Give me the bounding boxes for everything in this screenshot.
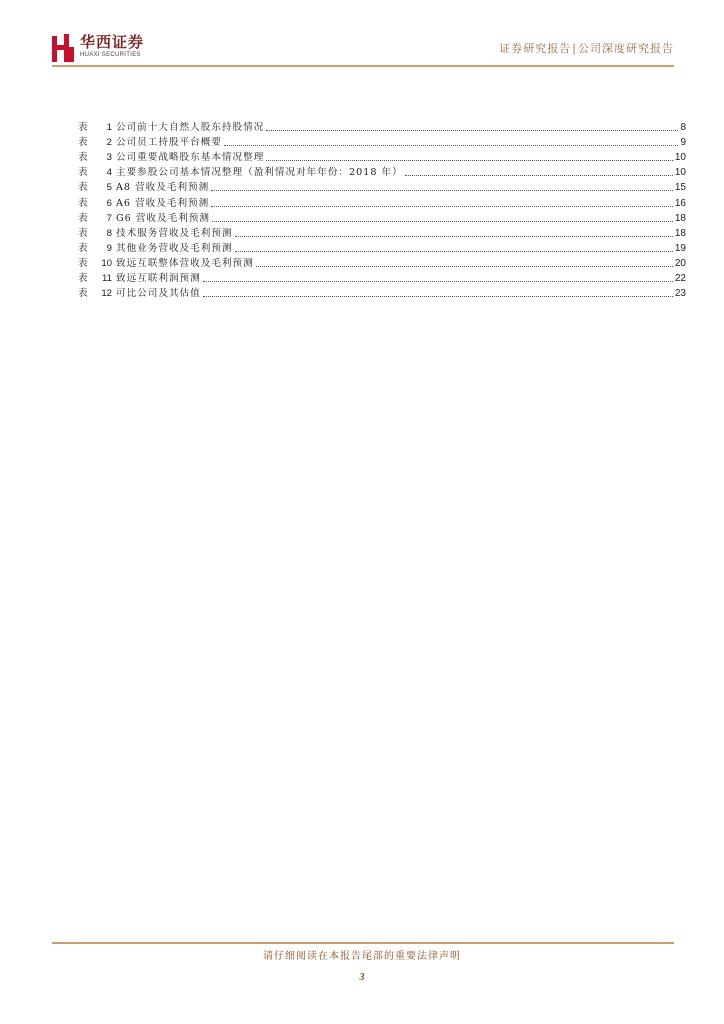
toc-entry-title: 技术服务营收及毛利预测 [116,227,233,239]
page-number: 3 [359,972,365,983]
toc-dot-leader [266,160,673,161]
toc-dot-leader [224,145,679,146]
toc-entry-prefix: 表 [78,227,88,239]
toc-entry-label [78,256,116,271]
toc-entry-prefix: 表 [78,273,88,285]
toc-entry[interactable] [78,226,686,241]
toc-entry[interactable] [78,135,686,150]
toc-entry-label [78,135,116,150]
toc-entry-title: 致远互联利润预测 [116,273,201,285]
huaxi-logo-mark-icon [52,34,74,62]
toc-entry-prefix: 表 [78,167,88,179]
toc-entry-page: 9 [680,137,686,149]
toc-dot-leader [211,206,673,207]
toc-entry-prefix: 表 [78,152,88,164]
toc-entry[interactable] [78,286,686,301]
toc-entry-page: 23 [674,288,686,300]
footer-divider [52,942,674,944]
toc-entry-number: 2 [106,137,112,149]
toc-entry-prefix: 表 [78,122,88,134]
toc-entry-number: 7 [106,212,112,224]
toc-entry-page: 18 [674,227,686,239]
toc-entry-page: 10 [674,167,686,179]
toc-entry-prefix: 表 [78,242,88,254]
toc-dot-leader [212,221,673,222]
toc-entry-title: 公司员工持股平台概要 [116,137,222,149]
toc-entry[interactable] [78,195,686,210]
toc-dot-leader [235,236,673,237]
toc-dot-leader [203,281,673,282]
toc-entry-number: 3 [106,152,112,164]
toc-entry[interactable] [78,241,686,256]
toc-entry-page: 20 [674,257,686,269]
toc-entry-title: G6 营收及毛利预测 [116,212,210,224]
toc-entry[interactable] [78,271,686,286]
toc-dot-leader [256,266,673,267]
toc-entry-number: 9 [106,242,112,254]
report-category [499,40,674,56]
toc-entry-number: 11 [102,273,112,285]
toc-dot-leader [266,130,678,131]
toc-entry-prefix: 表 [78,288,88,300]
toc-entry-prefix: 表 [78,137,88,149]
toc-entry-page: 22 [674,273,686,285]
toc-entry-page: 16 [674,197,686,209]
toc-entry-label [78,150,116,165]
toc-entry-number: 5 [106,182,112,194]
toc-entry-label [78,165,116,180]
table-index-list [78,120,686,301]
toc-entry-page: 18 [674,212,686,224]
legal-disclaimer: 请仔细阅读在本报告尾部的重要法律声明 [263,951,461,962]
report-type: 证券研究报告 [499,42,572,55]
toc-entry-number: 10 [101,257,112,269]
toc-entry-label [78,271,116,286]
toc-entry-number: 6 [106,197,112,209]
logo-english-name: HUAXI SECURITIES [80,52,141,58]
toc-entry-label [78,196,116,211]
toc-entry-title: 主要参股公司基本情况整理（盈利情况对年年份：2018 年） [116,167,403,179]
toc-entry-title: 其他业务营收及毛利预测 [116,242,233,254]
toc-entry-number: 8 [106,227,112,239]
toc-entry-page: 15 [674,182,686,194]
toc-entry-title: 公司前十大自然人股东持股情况 [116,122,265,134]
toc-entry[interactable] [78,180,686,195]
toc-entry-prefix: 表 [78,182,88,194]
toc-entry[interactable] [78,211,686,226]
toc-dot-leader [203,296,673,297]
report-subtype: 公司深度研究报告 [578,42,674,55]
toc-entry-page: 8 [680,122,686,134]
toc-dot-leader [405,175,673,176]
toc-entry-title: A6 营收及毛利预测 [116,197,210,209]
toc-entry[interactable] [78,165,686,180]
toc-entry-prefix: 表 [78,212,88,224]
header-separator: | [572,42,577,55]
huaxi-logo [52,34,172,62]
toc-entry-title: 致远互联整体营收及毛利预测 [116,257,254,269]
toc-entry-prefix: 表 [78,197,88,209]
toc-entry-number: 4 [106,167,112,179]
toc-entry-label [78,286,116,301]
toc-entry-label [78,180,116,195]
toc-dot-leader [211,190,673,191]
logo-chinese-name: 华西证券 [80,33,145,51]
toc-entry-label [78,241,116,256]
toc-entry[interactable] [78,256,686,271]
toc-entry-page: 19 [674,242,686,254]
toc-entry-page: 10 [674,152,686,164]
toc-entry-label [78,211,116,226]
header-divider [52,65,674,67]
toc-entry-title: 可比公司及其估值 [116,288,201,300]
toc-entry-label [78,120,116,135]
toc-entry-number: 1 [106,122,112,134]
toc-entry-label [78,226,116,241]
toc-entry-title: A8 营收及毛利预测 [116,182,210,194]
toc-entry-number: 12 [101,288,112,300]
toc-entry-title: 公司重要战略股东基本情况整理 [116,152,265,164]
toc-entry-prefix: 表 [78,257,88,269]
toc-entry[interactable] [78,120,686,135]
page-header [52,30,674,66]
toc-dot-leader [235,251,673,252]
toc-entry[interactable] [78,150,686,165]
